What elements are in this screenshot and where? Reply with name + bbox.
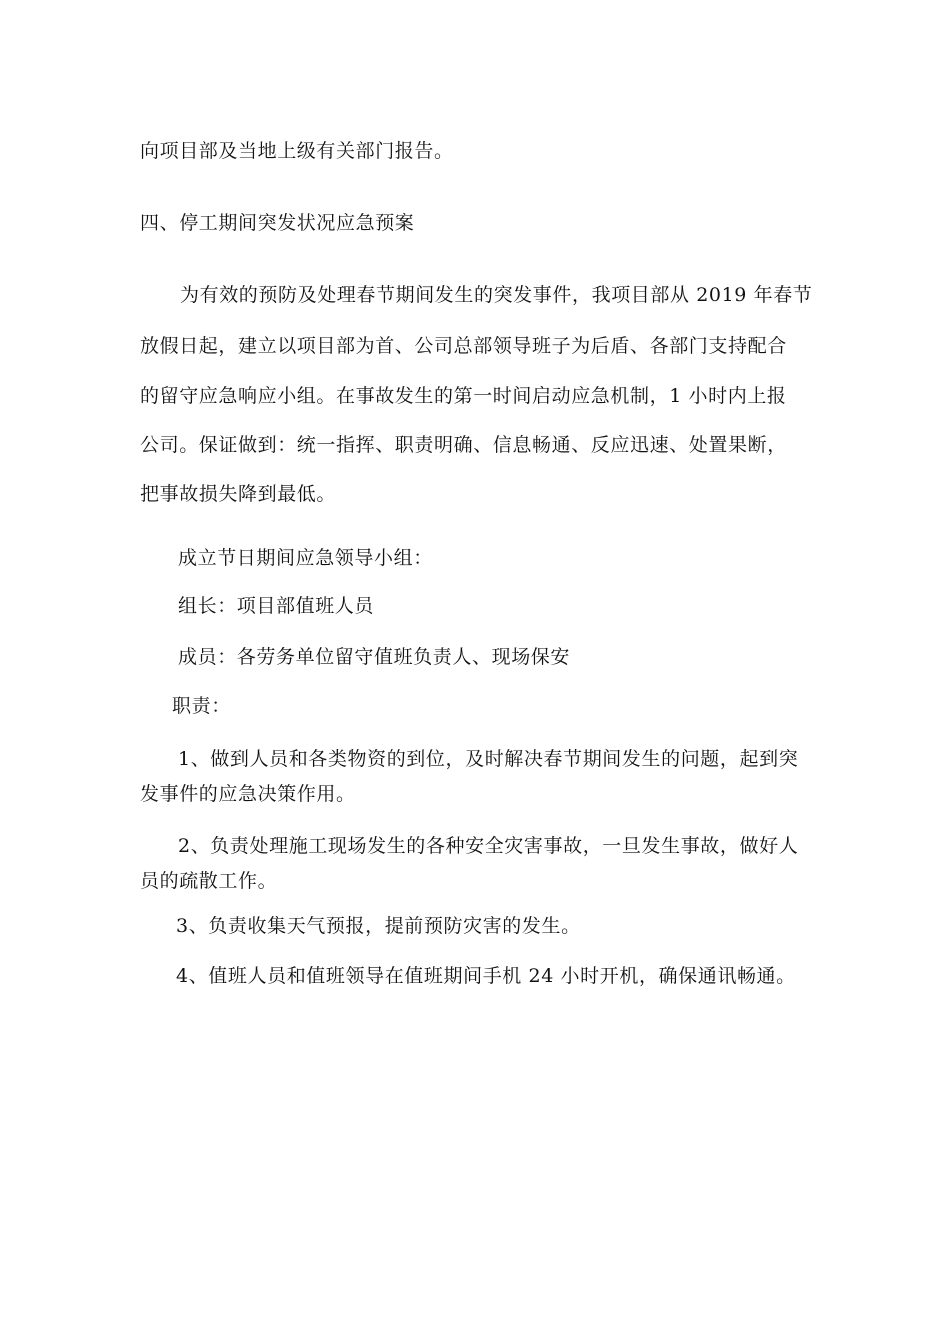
paragraph-line: 的留守应急响应小组。在事故发生的第一时间启动应急机制，1 小时内上报 <box>140 385 787 407</box>
group-members: 成员：各劳务单位留守值班负责人、现场保安 <box>178 646 571 668</box>
continuation-text: 向项目部及当地上级有关部门报告。 <box>140 140 454 162</box>
group-intro: 成立节日期间应急领导小组： <box>178 547 433 569</box>
paragraph-line: 公司。保证做到：统一指挥、职责明确、信息畅通、反应迅速、处置果断， <box>140 434 787 456</box>
duty-line: 3、负责收集天气预报，提前预防灾害的发生。 <box>176 915 581 937</box>
duty-line: 1、做到人员和各类物资的到位，及时解决春节期间发生的问题，起到突 <box>178 748 799 770</box>
paragraph-line: 放假日起，建立以项目部为首、公司总部领导班子为后盾、各部门支持配合 <box>140 335 787 357</box>
duty-line: 2、负责处理施工现场发生的各种安全灾害事故，一旦发生事故，做好人 <box>178 835 799 857</box>
duty-line: 发事件的应急决策作用。 <box>140 783 356 805</box>
duty-line: 4、值班人员和值班领导在值班期间手机 24 小时开机，确保通讯畅通。 <box>176 965 796 987</box>
paragraph-line: 为有效的预防及处理春节期间发生的突发事件，我项目部从 2019 年春节 <box>180 284 813 306</box>
duty-line: 员的疏散工作。 <box>140 870 278 892</box>
duties-heading: 职责： <box>172 695 231 717</box>
paragraph-line: 把事故损失降到最低。 <box>140 483 337 505</box>
group-leader: 组长：项目部值班人员 <box>178 595 375 617</box>
section-heading: 四、停工期间突发状况应急预案 <box>140 212 415 234</box>
